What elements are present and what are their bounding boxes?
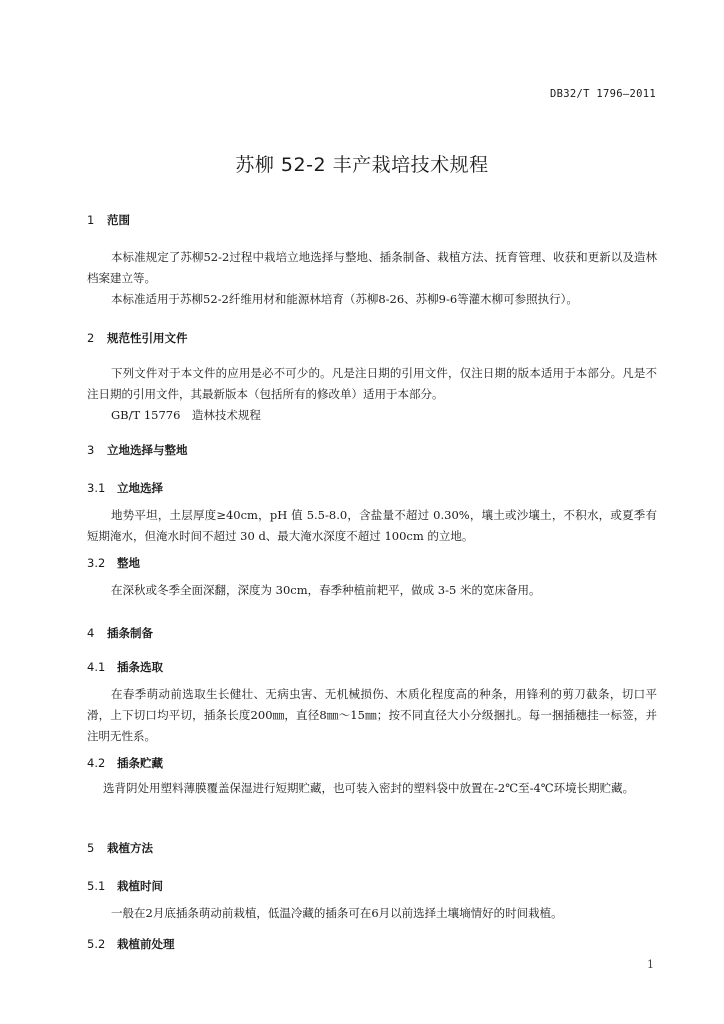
section-number: 5 xyxy=(87,841,95,855)
subsection-number: 3.1 xyxy=(87,481,106,495)
section-title: 插条制备 xyxy=(107,626,153,640)
paragraph: 在深秋或冬季全面深翻，深度为 30cm，春季种植前耙平，做成 3-5 米的宽床备用。 xyxy=(111,583,541,597)
subsection-title: 栽植时间 xyxy=(117,879,163,893)
section-title: 范围 xyxy=(107,213,130,227)
subsection-number: 5.2 xyxy=(87,937,106,951)
section-title: 栽植方法 xyxy=(107,841,153,855)
section-heading xyxy=(87,625,153,641)
document-code: DB32/T 1796—2011 xyxy=(550,88,656,100)
subsection-title: 立地选择 xyxy=(117,481,163,495)
paragraph: 本标准适用于苏柳52-2纤维用材和能源林培育（苏柳8-26、苏柳9-6等灌木柳可参照执行）。 xyxy=(111,292,578,306)
section-title: 立地选择与整地 xyxy=(107,443,188,457)
document-title: 苏柳 52-2 丰产栽培技术规程 xyxy=(235,154,489,176)
subsection-title: 插条贮藏 xyxy=(117,756,163,770)
subsection-number: 3.2 xyxy=(87,556,106,570)
section-heading xyxy=(87,442,188,458)
subsection-title: 插条选取 xyxy=(117,660,163,674)
subsection-heading xyxy=(87,755,163,771)
paragraph: 一般在2月底插条萌动前栽植，低温冷藏的插条可在6月以前选择土壤墒情好的时间栽植。 xyxy=(111,906,563,920)
section-title: 规范性引用文件 xyxy=(107,331,188,345)
paragraph: 地势平坦，土层厚度≥40cm，pH 值 5.5-8.0，含盐量不超过 0.30%，壤土或沙壤土，不积水，或夏季有短期淹水，但淹水时间不超过 30 d、最大淹水深度不超过 100cm 的立地。 xyxy=(87,508,657,543)
subsection-number: 4.2 xyxy=(87,756,106,770)
subsection-title: 整地 xyxy=(117,556,140,570)
page-number: 1 xyxy=(647,958,654,971)
section-number: 3 xyxy=(87,443,95,457)
subsection-title: 栽植前处理 xyxy=(117,937,175,951)
section-number: 4 xyxy=(87,626,95,640)
subsection-heading xyxy=(87,936,175,952)
section-number: 1 xyxy=(87,213,95,227)
paragraph: 本标准规定了苏柳52-2过程中栽培立地选择与整地、插条制备、栽植方法、抚育管理、收获和更新以及造林档案建立等。 xyxy=(87,250,657,285)
subsection-heading xyxy=(87,659,163,675)
reference-item: GB/T 15776 造林技术规程 xyxy=(111,408,261,422)
paragraph: 下列文件对于本文件的应用是必不可少的。凡是注日期的引用文件，仅注日期的版本适用于本部分。凡是不注日期的引用文件，其最新版本（包括所有的修改单）适用于本部分。 xyxy=(87,366,657,401)
paragraph: 在春季萌动前选取生长健壮、无病虫害、无机械损伤、木质化程度高的种条，用锋利的剪刀截条，切口平滑，上下切口均平切，插条长度200㎜，直径8㎜～15㎜；按不同直径大小分级捆扎。每一捆插穗挂一标签，并注明无性系。 xyxy=(87,687,657,743)
section-heading xyxy=(87,840,153,856)
section-heading xyxy=(87,212,130,228)
subsection-number: 5.1 xyxy=(87,879,106,893)
section-number: 2 xyxy=(87,331,95,345)
paragraph: 选背阴处用塑料薄膜覆盖保湿进行短期贮藏，也可装入密封的塑料袋中放置在-2℃至-4℃环境长期贮藏。 xyxy=(103,781,635,795)
subsection-heading xyxy=(87,555,140,571)
subsection-heading xyxy=(87,480,163,496)
subsection-number: 4.1 xyxy=(87,660,106,674)
subsection-heading xyxy=(87,878,163,894)
section-heading xyxy=(87,330,188,346)
